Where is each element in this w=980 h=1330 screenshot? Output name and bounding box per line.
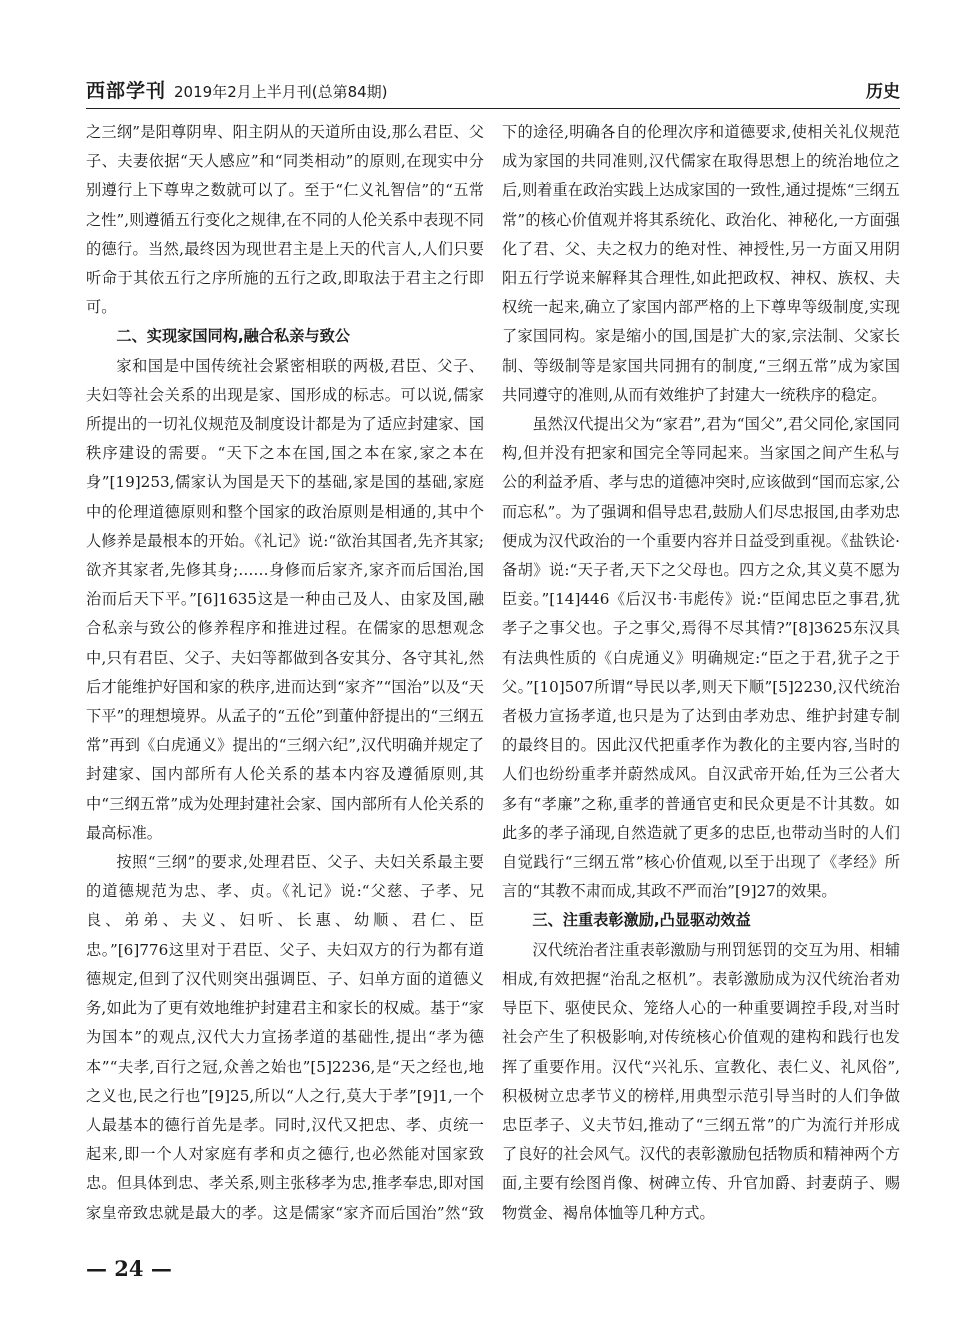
running-header: [86, 74, 900, 104]
header-left: [86, 76, 388, 103]
paragraph: 下的途径,明确各自的伦理次序和道德要求,使相关礼仪规范成为家国的共同准则,汉代儒家在取得思想上的统治地位之后,则着重在政治实践上达成家国的一致性,通过提炼“三纲五常”的核心价值观并将其系统化、政治化、神秘化,一方面强化了君、父、夫之权力的绝对性、神授性,另一方面又用阴阳五行学说来解释其合理性,如此把政权、神权、族权、夫权统一起来,确立了家国内部严格的上下尊卑等级制度,实现了家国同构。家是缩小的国,国是扩大的家,宗法制、父家长制、等级制等是家国共同拥有的制度,“三纲五常”成为家国共同遵守的准则,从而有效维护了封建大一统秩序的稳定。: [502, 123, 900, 404]
header-divider: [86, 108, 900, 109]
paragraph: 汉代统治者注重表彰激励与刑罚惩罚的交互为用、相辅相成,有效把握“治乱之枢机”。表彰激励成为汉代统治者劝导臣下、驱使民众、笼络人心的一种重要调控手段,对当时社会产生了积极影响,对传统核心价值观的建构和践行也发挥了重要作用。汉代“兴礼乐、宣教化、表仁义、礼风俗”,积极树立忠孝节义的榜样,用典型示范引导当时的人们争做忠臣孝子、义夫节妇,推动了“三纲五常”的广为流行并形成了良好的社会风气。汉代的表彰激励包括物质和精神两个方面,主要有绘图肖像、树碑立传、升官加爵、封妻荫子、赐物赏金、褐帛体恤等几种方式。: [502, 940, 900, 1222]
right-column: [502, 118, 900, 1230]
paragraph: 之三纲”是阳尊阴卑、阳主阴从的天道所由设,那么君臣、父子、夫妻依据“天人感应”和“同类相动”的原则,在现实中分别遵行上下尊卑之数就可以了。至于“仁义礼智信”的“五常之性”,则遵循五行变化之规律,在不同的人伦关系中表现不同的德行。当然,最终因为现世君主是上天的代言人,人们只要听命于其依五行之序所施的五行之政,即取法于君主之行即可。: [86, 123, 484, 317]
section-heading: 二、实现家国同构,融合私亲与致公: [116, 327, 350, 346]
page-number: — 24 —: [86, 1256, 172, 1281]
paragraph: 虽然汉代提出父为“家君”,君为“国父”,君父同伦,家国同构,但并没有把家和国完全等同起来。当家国之间产生私与公的利益矛盾、孝与忠的道德冲突时,应该做到“国而忘家,公而忘私”。为了强调和倡导忠君,鼓励人们尽忠报国,由孝劝忠便成为汉代政治的一个重要内容并日益受到重视。《盐铁论·备胡》说:“天子者,天下之父母也。四方之众,其义莫不愿为臣妾。”[14]446《后汉书·韦彪传》说:“臣闻忠臣之事君,犹孝子之事父也。子之事父,焉得不尽其情?”[8]3625东汉具有法典性质的《白虎通义》明确规定:“臣之于君,犹子之于父。”[10]507所谓“导民以孝,则天下顺”[5]2230,汉代统治者极力宣扬孝道,也只是为了达到由孝劝忠、维护封建专制的最终目的。因此汉代把重孝作为教化的主要内容,当时的人们也纷纷重孝并蔚然成风。自汉武帝开始,任为三公者大多有“孝廉”之称,重孝的普通官吏和民众更是不计其数。如此多的孝子涌现,自然造就了更多的忠臣,也带动当时的人们自觉践行“三纲五常”核心价值观,以至于出现了《孝经》所言的“其教不肃而成,其政不严而治”[9]27的效果。: [502, 415, 900, 901]
journal-name: 西部学刊: [86, 79, 167, 102]
section-heading: 三、注重表彰激励,凸显驱动效益: [532, 911, 751, 930]
section-name: 历史: [866, 81, 900, 102]
paragraph: 家和国是中国传统社会紧密相联的两极,君臣、父子、夫妇等社会关系的出现是家、国形成的标志。可以说,儒家所提出的一切礼仪规范及制度设计都是为了适应封建家、国秩序建设的需要。“天下之本在国,国之本在家,家之本在身”[19]253,儒家认为国是天下的基础,家是国的基础,家庭中的伦理道德原则和整个国家的政治原则是相通的,其中个人修养是最根本的开始。《礼记》说:“欲治其国者,先齐其家;欲齐其家者,先修其身;……身修而后家齐,家齐而后国治,国治而后天下平。”[6]1635这是一种由己及人、由家及国,融合私亲与致公的修养程序和推进过程。在儒家的思想观念中,只有君臣、父子、夫妇等都做到各安其分、各守其礼,然后才能维护好国和家的秩序,进而达到“家齐”“国治”以及“天下平”的理想境界。从孟子的“五伦”到董仲舒提出的“三纲五常”再到《白虎通义》提出的“三纲六纪”,汉代明确并规定了封建家、国内部所有人伦关系的基本内容及遵循原则,其中“三纲五常”成为处理封建社会家、国内部所有人伦关系的最高标准。: [86, 356, 484, 842]
issue-info: 2019年2月上半月刊(总第84期): [174, 82, 388, 101]
left-column: [86, 118, 484, 1230]
paragraph: 按照“三纲”的要求,处理君臣、父子、夫妇关系最主要的道德规范为忠、孝、贞。《礼记》说:“父慈、子孝、兄良、弟弟、夫义、妇听、长惠、幼顺、君仁、臣忠。”[6]776这里对于君臣、父子、夫妇双方的行为都有道德规定,但到了汉代则突出强调臣、子、妇单方面的道德义务,如此为了更有效地维护封建君主和家长的权威。基于“家为国本”的观点,汉代大力宣扬孝道的基础性,提出“孝为德本”“夫孝,百行之冠,众善之始也”[5]2236,是“天之经也,地之义也,民之行也”[9]25,所以“人之行,莫大于孝”[9]1,一个人最基本的德行首先是孝。同时,汉代又把忠、孝、贞统一起来,即一个人对家庭有孝和贞之德行,也必然能对国家致忠。但具体到忠、孝关系,则主张移孝为忠,推孝奉忠,即对国家皇帝致忠就是最大的孝。这是儒家“家齐而后国治”然“致: [86, 853, 484, 1222]
